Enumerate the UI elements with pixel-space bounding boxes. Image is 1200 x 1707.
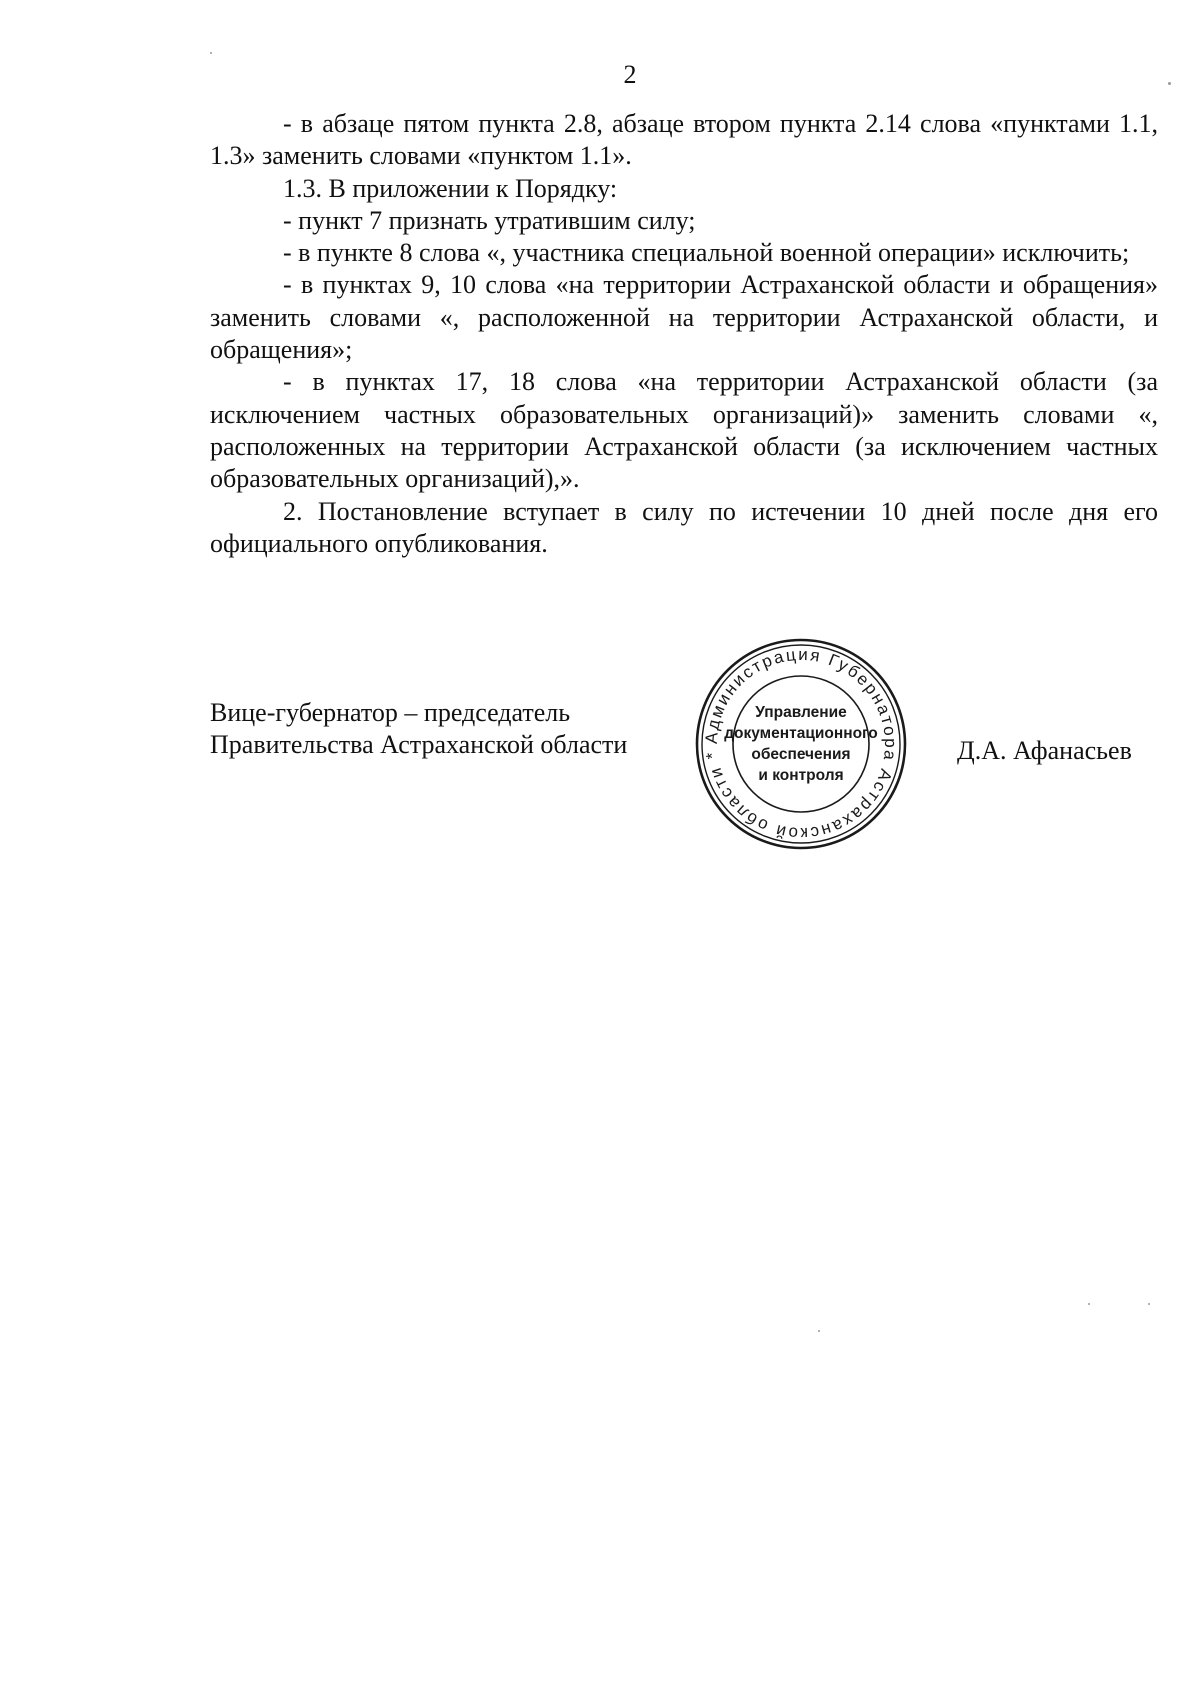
scan-speck bbox=[1168, 82, 1171, 85]
signer-name: Д.А. Афанасьев bbox=[957, 736, 1132, 765]
seal-inner-line: и контроля bbox=[758, 767, 844, 784]
page-number: 2 bbox=[623, 60, 637, 89]
paragraph-items-17-18: - в пунктах 17, 18 слова «на территории Астраханской области (за исключением частных образовательных организаций)» заменить словами «, расположенных на территории Астраханской области (за исключением частных образовательных организаций),». bbox=[210, 367, 1158, 494]
seal-ring-text: Администрация Губернатора Астраханской области * bbox=[701, 644, 901, 844]
seal-graphic bbox=[694, 637, 908, 851]
seal-inner-line: Управление bbox=[755, 704, 847, 721]
document-body bbox=[210, 108, 1158, 560]
paragraph-amend-2-8: - в абзаце пятом пункта 2.8, абзаце втором пункта 2.14 слова «пунктами 1.1, 1.3» заменить словами «пунктом 1.1». bbox=[210, 109, 1158, 171]
paragraph-item-8: - в пункте 8 слова «, участника специальной военной операции» исключить; bbox=[283, 238, 1130, 268]
seal-inner-line: обеспечения bbox=[751, 746, 851, 763]
scan-speck bbox=[1088, 1303, 1090, 1305]
scan-speck bbox=[1148, 1303, 1150, 1305]
seal-inner-line: документационного bbox=[724, 725, 878, 742]
scan-speck bbox=[818, 1330, 820, 1332]
paragraph-items-9-10: - в пунктах 9, 10 слова «на территории Астраханской области и обращения» заменить словами «, расположенной на территории Астраханской области, и обращения»; bbox=[210, 270, 1158, 365]
official-seal bbox=[694, 637, 908, 851]
paragraph-item-7: - пункт 7 признать утратившим силу; bbox=[283, 205, 696, 235]
signer-position-line2: Правительства Астраханской области bbox=[210, 730, 628, 759]
paragraph-1-3-heading: 1.3. В приложении к Порядку: bbox=[283, 173, 618, 203]
signature-position bbox=[210, 697, 627, 761]
paragraph-effective-date: 2. Постановление вступает в силу по истечении 10 дней после дня его официального опубликования. bbox=[210, 496, 1158, 558]
scan-speck bbox=[210, 52, 212, 54]
signer-position-line1: Вице-губернатор – председатель bbox=[210, 698, 571, 727]
